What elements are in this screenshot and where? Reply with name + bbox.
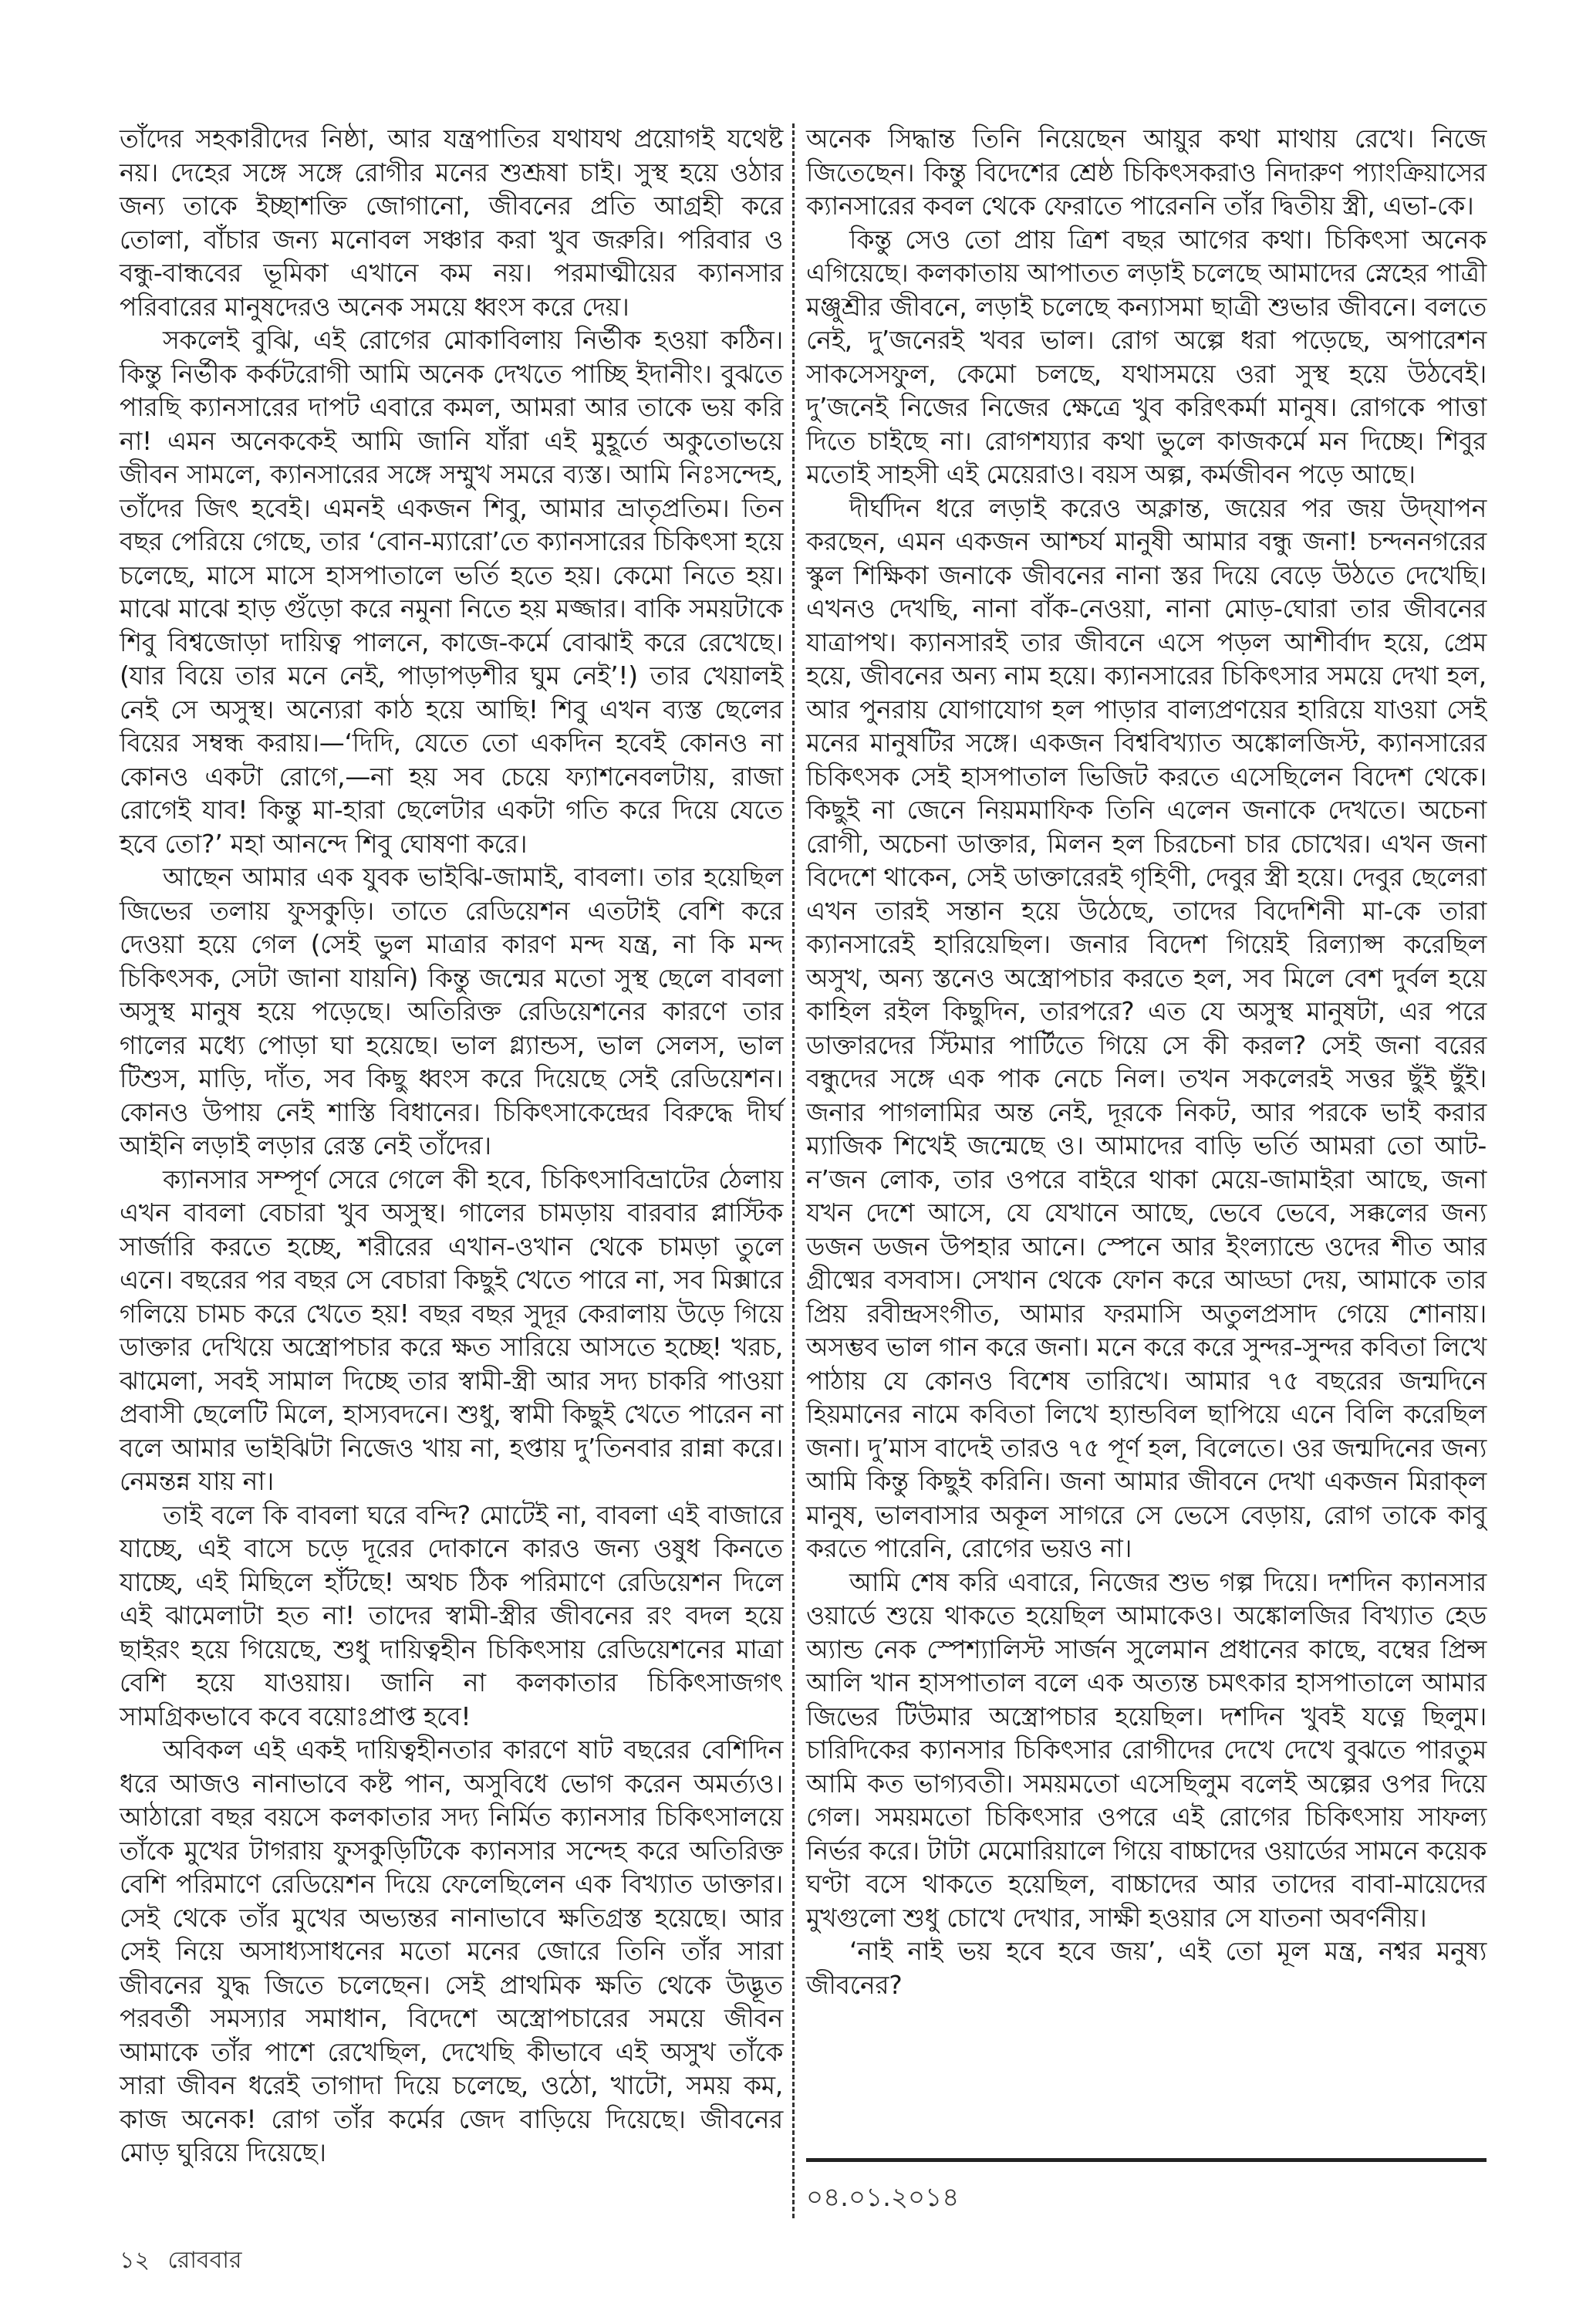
paragraph: দীর্ঘদিন ধরে লড়াই করেও অক্লান্ত, জয়ের পর জয় উদ্‌যাপন করছেন, এমন একজন আশ্চর্য মানুষী আমার বন্ধু জনা! চন্দননগরের স্কুল শিক্ষিকা জনাকে জীবনের নানা স্তর দিয়ে বেড়ে উঠতে দেখেছি। এখনও দেখছি, নানা বাঁক-নেওয়া, নানা মোড়-ঘোরা তার জীবনের যাত্রাপথ। ক্যানসারই তার জীবনে এসে পড়ল আশীর্বাদ হয়ে, প্রেম হয়ে, জীবনের অন্য নাম হয়ে। ক্যানসারের চিকিৎসার সময়ে দেখা হল, আর পুনরায় যোগাযোগ হল পাড়ার বাল্যপ্রণয়ের হারিয়ে যাওয়া সেই মনের মানুষটির সঙ্গে। একজন বিশ্ববিখ্যাত অঙ্কোলজিস্ট, ক্যানসারের চিকিৎসক সেই হাসপাতাল ভিজিট করতে এসেছিলেন বিদেশ থেকে। কিছুই না জেনে নিয়মমাফিক তিনি এলেন জনাকে দেখতে। অচেনা রোগী, অচেনা ডাক্তার, মিলন হল চিরচেনা চার চোখের। এখন জনা বিদেশে থাকেন, সেই ডাক্তারেরই গৃহিণী, দেবুর স্ত্রী হয়ে। দেবুর ছেলেরা এখন তারই সন্তান হয়ে উঠেছে, তাদের বিদেশিনী মা-কে তারা ক্যানসারেই হারিয়েছিল। জনার বিদেশ গিয়েই রিল্যাপ্স করেছিল অসুখ, অন্য স্তনেও অস্ত্রোপচার করতে হল, সব মিলে বেশ দুর্বল হয়ে কাহিল রইল কিছুদিন, তারপরে? এত যে অসুস্থ মানুষটা, এর পরে ডাক্তারদের স্টিমার পার্টিতে গিয়ে সে কী করল? সেই জনা বরের বন্ধুদের সঙ্গে এক পাক নেচে নিল। তখন সকলেরই সত্তর ছুঁই ছুঁই। জনার পাগলামির অন্ত নেই, দূরকে নিকট, আর পরকে ভাই করার ম্যাজিক শিখেই জন্মেছে ও। আমাদের বাড়ি ভর্তি আমরা তো আট-ন’জন লোক, তার ওপরে বাইরে থাকা মেয়ে-জামাইরা আছে, জনা যখন দেশে আসে, যে যেখানে আছে, ভেবে ভেবে, সক্কলের জন্য ডজন ডজন উপহার আনে। স্পেনে আর ইংল্যান্ডে ওদের শীত আর গ্রীষ্মের বসবাস। সেখান থেকে ফোন করে আড্ডা দেয়, আমাকে তার প্রিয় রবীন্দ্রসংগীত, আমার ফরমাসি অতুলপ্রসাদ গেয়ে শোনায়। অসম্ভব ভাল গান করে জনা। মনে করে করে সুন্দর-সুন্দর কবিতা লিখে পাঠায় যে কোনও বিশেষ তারিখে। আমার ৭৫ বছরের জন্মদিনে হিয়মানের নামে কবিতা লিখে হ্যান্ডবিল ছাপিয়ে এনে বিলি করেছিল জনা। দু’মাস বাদেই তারও ৭৫ পূর্ণ হল, বিলেতে। ওর জন্মদিনের জন্য আমি কিন্তু কিছুই করিনি। জনা আমার জীবনে দেখা একজন মিরাক্‌ল মানুষ, ভালবাসার অকূল সাগরে সে ভেসে বেড়ায়, রোগ তাকে কাবু করতে পারেনি, রোগের ভয়ও না। <box>806 492 1487 1563</box>
column-divider <box>792 123 795 2218</box>
paragraph: অনেক সিদ্ধান্ত তিনি নিয়েছেন আয়ুর কথা মাথায় রেখে। নিজে জিতেছেন। কিন্তু বিদেশের শ্রেষ্ঠ চিকিৎসকরাও নিদারুণ প্যাংক্রিয়াসের ক্যানসারের কবল থেকে ফেরাতে পারেননি তাঁর দ্বিতীয় স্ত্রী, এভা-কে। <box>806 123 1487 221</box>
paragraph: আছেন আমার এক যুবক ভাইঝি-জামাই, বাবলা। তার হয়েছিল জিভের তলায় ফুসকুড়ি। তাতে রেডিয়েশন এতটাই বেশি করে দেওয়া হয়ে গেল (সেই ভুল মাত্রার কারণ মন্দ যন্ত্র, না কি মন্দ চিকিৎসক, সেটা জানা যায়নি) কিন্তু জন্মের মতো সুস্থ ছেলে বাবলা অসুস্থ মানুষ হয়ে পড়েছে। অতিরিক্ত রেডিয়েশনের কারণে তার গালের মধ্যে পোড়া ঘা হয়েছে। ভাল গ্ল্যান্ডস, ভাল সেলস, ভাল টিশুস, মাড়ি, দাঁত, সব কিছু ধ্বংস করে দিয়েছে সেই রেডিয়েশন। কোনও উপায় নেই শাস্তি বিধানের। চিকিৎসাকেন্দ্রের বিরুদ্ধে দীর্ঘ আইনি লড়াই লড়ার রেস্ত নেই তাঁদের। <box>120 862 783 1160</box>
paragraph: কিন্তু সেও তো প্রায় ত্রিশ বছর আগের কথা। চিকিৎসা অনেক এগিয়েছে। কলকাতায় আপাতত লড়াই চলেছে আমাদের স্নেহের পাত্রী মঞ্জুশ্রীর জীবনে, লড়াই চলেছে কন্যাসমা ছাত্রী শুভার জীবনে। বলতে নেই, দু’জনেরই খবর ভাল। রোগ অল্পে ধরা পড়েছে, অপারেশন সাকসেসফুল, কেমো চলছে, যথাসময়ে ওরা সুস্থ হয়ে উঠবেই। দু’জনেই নিজের নিজের ক্ষেত্রে খুব করিৎকর্মা মানুষ। রোগকে পাত্তা দিতে চাইছে না। রোগশয্যার কথা ভুলে কাজকর্মে মন দিচ্ছে। শিবুর মতোই সাহসী এই মেয়েরাও। বয়স অল্প, কর্মজীবন পড়ে আছে। <box>806 224 1487 489</box>
article-column-right <box>806 122 1487 2001</box>
paragraph: অবিকল এই একই দায়িত্বহীনতার কারণে ষাট বছরের বেশিদিন ধরে আজও নানাভাবে কষ্ট পান, অসুবিধে ভোগ করেন অমর্ত্যও। আঠারো বছর বয়সে কলকাতার সদ্য নির্মিত ক্যানসার চিকিৎসালয়ে তাঁকে মুখের টাগরায় ফুসকুড়িটিকে ক্যানসার সন্দেহ করে অতিরিক্ত বেশি পরিমাণে রেডিয়েশন দিয়ে ফেলেছিলেন এক বিখ্যাত ডাক্তার। সেই থেকে তাঁর মুখের অভ্যন্তর নানাভাবে ক্ষতিগ্রস্ত হয়েছে। আর সেই নিয়ে অসাধ্যসাধনের মতো মনের জোরে তিনি তাঁর সারা জীবনের যুদ্ধ জিতে চলেছেন। সেই প্রাথমিক ক্ষতি থেকে উদ্ভূত পরবর্তী সমস্যার সমাধান, বিদেশে অস্ত্রোপচারের সময়ে জীবন আমাকে তাঁর পাশে রেখেছিল, দেখেছি কীভাবে এই অসুখ তাঁকে সারা জীবন ধরেই তাগাদা দিয়ে চলেছে, ওঠো, খাটো, সময় কম, কাজ অনেক! রোগ তাঁর কর্মের জেদ বাড়িয়ে দিয়েছে। জীবনের মোড় ঘুরিয়ে দিয়েছে। <box>120 1735 783 2167</box>
article-end-rule <box>806 2158 1487 2162</box>
paragraph: ক্যানসার সম্পূর্ণ সেরে গেলে কী হবে, চিকিৎসাবিভ্রাটের ঠেলায় এখন বাবলা বেচারা খুব অসুস্থ। গালের চামড়ায় বারবার প্লাস্টিক সার্জারি করতে হচ্ছে, শরীরের এখান-ওখান থেকে চামড়া তুলে এনে। বছরের পর বছর সে বেচারা কিছুই খেতে পারে না, সব মিক্সারে গলিয়ে চামচ করে খেতে হয়! বছর বছর সুদূর কেরালায় উড়ে গিয়ে ডাক্তার দেখিয়ে অস্ত্রোপচার করে ক্ষত সারিয়ে আসতে হচ্ছে! খরচ, ঝামেলা, সবই সামাল দিচ্ছে তার স্বামী-স্ত্রী আর সদ্য চাকরি পাওয়া প্রবাসী ছেলেটি মিলে, হাস্যবদনে। শুধু, স্বামী কিছুই খেতে পারেন না বলে আমার ভাইঝিটা নিজেও খায় না, হপ্তায় দু’তিনবার রান্না করে। নেমন্তন্ন যায় না। <box>120 1164 783 1496</box>
paragraph: তাঁদের সহকারীদের নিষ্ঠা, আর যন্ত্রপাতির যথাযথ প্রয়োগই যথেষ্ট নয়। দেহের সঙ্গে সঙ্গে রোগীর মনের শুশ্রূষা চাই। সুস্থ হয়ে ওঠার জন্য তাকে ইচ্ছাশক্তি জোগানো, জীবনের প্রতি আগ্রহী করে তোলা, বাঁচার জন্য মনোবল সঞ্চার করা খুব জরুরি। পরিবার ও বন্ধু-বান্ধবের ভূমিকা এখানে কম নয়। পরমাত্মীয়ের ক্যানসার পরিবারের মানুষদেরও অনেক সময়ে ধ্বংস করে দেয়। <box>120 123 783 322</box>
page-footer <box>120 2241 253 2281</box>
paragraph: আমি শেষ করি এবারে, নিজের শুভ গল্প দিয়ে। দশদিন ক্যানসার ওয়ার্ডে শুয়ে থাকতে হয়েছিল আমাকেও। অঙ্কোলজির বিখ্যাত হেড অ্যান্ড নেক স্পেশ্যালিস্ট সার্জন সুলেমান প্রধানের কাছে, বম্বের প্রিন্স আলি খান হাসপাতাল বলে এক অত্যন্ত চমৎকার হাসপাতালে আমার জিভের টিউমার অস্ত্রোপচার হয়েছিল। দশদিন খুবই যত্নে ছিলুম। চারিদিকের ক্যানসার চিকিৎসার রোগীদের দেখে দেখে বুঝতে পারতুম আমি কত ভাগ্যবতী। সময়মতো এসেছিলুম বলেই অল্পের ওপর দিয়ে গেল। সময়মতো চিকিৎসার ওপরে এই রোগের চিকিৎসায় সাফল্য নির্ভর করে। টাটা মেমোরিয়ালে গিয়ে বাচ্চাদের ওয়ার্ডের সামনে কয়েক ঘণ্টা বসে থাকতে হয়েছিল, বাচ্চাদের আর তাদের বাবা-মায়েদের মুখগুলো শুধু চোখে দেখার, সাক্ষী হওয়ার সে যাতনা অবর্ণনীয়। <box>806 1566 1487 1933</box>
article-column-left <box>120 122 783 2170</box>
page-number: ১২ <box>120 2247 150 2274</box>
paragraph: ‘নাই নাই ভয় হবে হবে জয়’, এই তো মূল মন্ত্র, নশ্বর মনুষ্য জীবনের? <box>806 1936 1487 2000</box>
paragraph: তাই বলে কি বাবলা ঘরে বন্দি? মোটেই না, বাবলা এই বাজারে যাচ্ছে, এই বাসে চড়ে দূরের দোকানে কারও জন্য ওষুধ কিনতে যাচ্ছে, এই মিছিলে হাঁটছে! অথচ ঠিক পরিমাণে রেডিয়েশন দিলে এই ঝামেলাটা হত না! তাদের স্বামী-স্ত্রীর জীবনের রং বদল হয়ে ছাইরং হয়ে গিয়েছে, শুধু দায়িত্বহীন চিকিৎসায় রেডিয়েশনের মাত্রা বেশি হয়ে যাওয়ায়। জানি না কলকাতার চিকিৎসাজগৎ সামগ্রিকভাবে কবে বয়োঃপ্রাপ্ত হবে! <box>120 1499 783 1731</box>
paragraph: সকলেই বুঝি, এই রোগের মোকাবিলায় নির্ভীক হওয়া কঠিন। কিন্তু নির্ভীক কর্কটরোগী আমি অনেক দেখতে পাচ্ছি ইদানীং। বুঝতে পারছি ক্যানসারের দাপট এবারে কমল, আমরা আর তাকে ভয় করি না! এমন অনেককেই আমি জানি যাঁরা এই মুহূর্তে অকুতোভয়ে জীবন সামলে, ক্যানসারের সঙ্গে সম্মুখ সমরে ব্যস্ত। আমি নিঃসন্দেহ, তাঁদের জিৎ হবেই। এমনই একজন শিবু, আমার ভ্রাতৃপ্রতিম। তিন বছর পেরিয়ে গেছে, তার ‘বোন-ম্যারো’তে ক্যানসারের চিকিৎসা হয়ে চলেছে, মাসে মাসে হাসপাতালে ভর্তি হতে হয়। কেমো নিতে হয়। মাঝে মাঝে হাড় গুঁড়ো করে নমুনা নিতে হয় মজ্জার। বাকি সময়টাকে শিবু বিশ্বজোড়া দায়িত্ব পালনে, কাজে-কর্মে বোঝাই করে রেখেছে। (যার বিয়ে তার মনে নেই, পাড়াপড়শীর ঘুম নেই’!) তার খেয়ালই নেই সে অসুস্থ। অন্যেরা কাঠ হয়ে আছি! শিবু এখন ব্যস্ত ছেলের বিয়ের সম্বন্ধ করায়।—‘দিদি, যেতে তো একদিন হবেই কোনও না কোনও একটা রোগে,—না হয় সব চেয়ে ফ্যাশনেবলটায়, রাজা রোগেই যাব! কিন্তু মা-হারা ছেলেটার একটা গতি করে দিয়ে যেতে হবে তো?’ মহা আনন্দে শিবু ঘোষণা করে। <box>120 325 783 859</box>
article-date: ০৪.০১.২০১৪ <box>806 2182 960 2213</box>
publication-name: রোববার <box>167 2247 242 2274</box>
